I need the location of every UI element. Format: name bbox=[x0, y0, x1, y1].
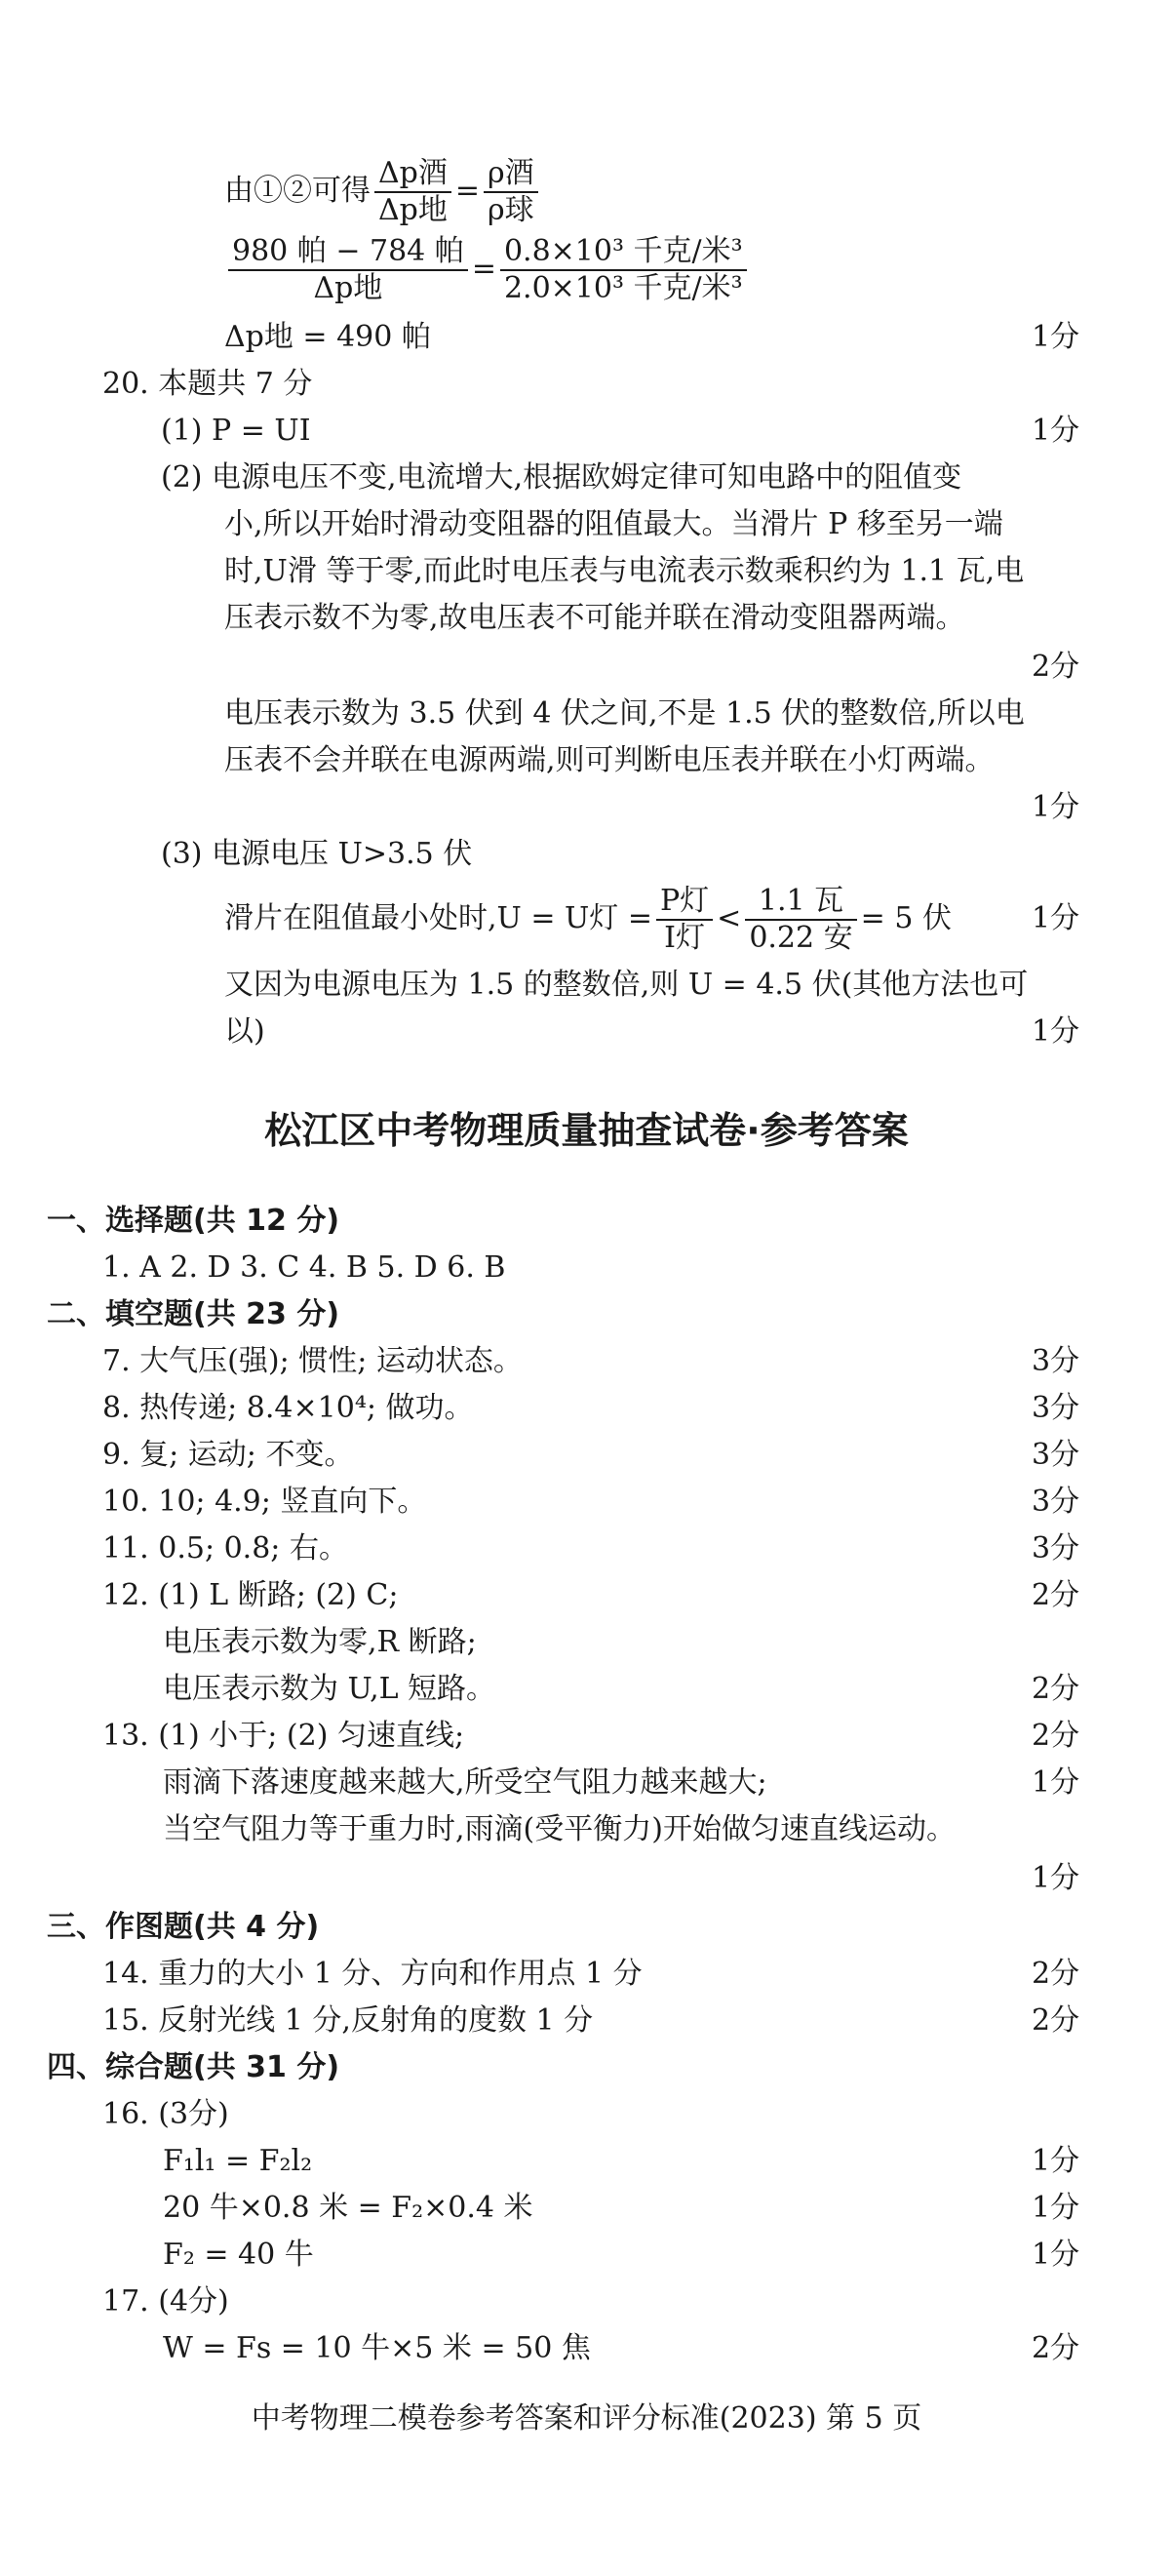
q16-line3: F₂ = 40 牛 bbox=[163, 2238, 314, 2272]
section-choice-answers: 1. A 2. D 3. C 4. B 5. D 6. B bbox=[102, 1250, 506, 1285]
q19-ratio-num: Δp酒 bbox=[374, 156, 451, 193]
q20-part3-formula bbox=[224, 884, 952, 956]
q20-part3-f2-den: 0.22 安 bbox=[749, 921, 853, 955]
q11-answer: 11. 0.5; 0.8; 右。 bbox=[102, 1531, 348, 1565]
q15-score: 2分 bbox=[1032, 2003, 1080, 2038]
section-choice-heading: 一、选择题(共 12 分) bbox=[47, 1204, 340, 1238]
q13-answer-line3: 当空气阻力等于重力时,雨滴(受平衡力)开始做匀速直线运动。 bbox=[163, 1812, 956, 1846]
q12-score-b: 2分 bbox=[1032, 1672, 1080, 1706]
q20-part2-score-b: 1分 bbox=[1032, 790, 1080, 824]
q19-ratio-rden: ρ球 bbox=[488, 193, 534, 227]
page-title: 松江区中考物理质量抽查试卷·参考答案 bbox=[264, 1109, 909, 1152]
q19-sub-den: Δp地 bbox=[313, 271, 383, 305]
page-footer: 中考物理二模卷参考答案和评分标准(2023) 第 5 页 bbox=[251, 2401, 922, 2436]
q14-answer: 14. 重力的大小 1 分、方向和作用点 1 分 bbox=[102, 1957, 643, 1991]
q19-substitution-line bbox=[224, 234, 751, 306]
q11-score: 3分 bbox=[1032, 1531, 1080, 1565]
q20-part3-f1-num: P灯 bbox=[656, 884, 713, 921]
q9-score: 3分 bbox=[1032, 1438, 1080, 1472]
q17-line1: W = Fs = 10 牛×5 米 = 50 焦 bbox=[163, 2331, 591, 2365]
q19-ratio-fraction-left bbox=[374, 156, 451, 228]
q20-part2-line5: 电压表示数为 3.5 伏到 4 伏之间,不是 1.5 伏的整数倍,所以电 bbox=[224, 696, 1025, 731]
q16-line1: F₁l₁ = F₂l₂ bbox=[163, 2144, 313, 2178]
q19-sub-rnum: 0.8×10³ 千克/米³ bbox=[500, 234, 747, 271]
q13-score-c: 1分 bbox=[1032, 1861, 1080, 1895]
q16-line2: 20 牛×0.8 米 = F₂×0.4 米 bbox=[163, 2191, 533, 2225]
q19-ratio-den: Δp地 bbox=[378, 193, 448, 227]
q20-part3-f1-den: I灯 bbox=[664, 921, 705, 955]
q19-sub-fraction-left bbox=[228, 234, 468, 306]
q10-score: 3分 bbox=[1032, 1485, 1080, 1519]
q17-heading: 17. (4分) bbox=[102, 2284, 229, 2318]
q13-score-b: 1分 bbox=[1032, 1765, 1080, 1800]
section-comprehensive-heading: 四、综合题(共 31 分) bbox=[47, 2050, 340, 2084]
q16-score-a: 1分 bbox=[1032, 2144, 1080, 2178]
q17-score: 2分 bbox=[1032, 2331, 1080, 2365]
q12-answer-line1: 12. (1) L 断路; (2) C; bbox=[102, 1578, 399, 1612]
q19-sub-rden: 2.0×10³ 千克/米³ bbox=[503, 271, 743, 305]
section-fill-heading: 二、填空题(共 23 分) bbox=[47, 1297, 340, 1331]
q20-part3-fraction-1 bbox=[656, 884, 713, 956]
q20-part2-line4: 压表示数不为零,故电压表不可能并联在滑动变阻器两端。 bbox=[224, 601, 965, 635]
q20-part2-score-a: 2分 bbox=[1032, 650, 1080, 684]
q20-part1-score: 1分 bbox=[1032, 414, 1080, 448]
q19-ratio-line bbox=[224, 156, 542, 228]
q20-part3-f2-num: 1.1 瓦 bbox=[745, 884, 856, 921]
q12-answer-line2: 电压表示数为零,R 断路; bbox=[163, 1625, 477, 1659]
q19-result-line: Δp地 = 490 帕 bbox=[224, 320, 431, 354]
q13-answer-line2: 雨滴下落速度越来越大,所受空气阻力越来越大; bbox=[163, 1765, 767, 1800]
q8-score: 3分 bbox=[1032, 1391, 1080, 1425]
q20-part3-fraction-2 bbox=[745, 884, 856, 956]
q19-sub-eq: = bbox=[471, 252, 496, 286]
q9-answer: 9. 复; 运动; 不变。 bbox=[102, 1438, 354, 1472]
q20-part2-line6: 压表不会并联在电源两端,则可判断电压表并联在小灯两端。 bbox=[224, 743, 995, 777]
q20-part3-line3: 又因为电源电压为 1.5 的整数倍,则 U = 4.5 伏(其他方法也可 bbox=[224, 968, 1029, 1002]
q16-score-c: 1分 bbox=[1032, 2238, 1080, 2272]
q16-score-b: 1分 bbox=[1032, 2191, 1080, 2225]
q20-part2-line3: 时,U滑 等于零,而此时电压表与电流表示数乘积约为 1.1 瓦,电 bbox=[224, 554, 1025, 588]
q20-part2-line2: 小,所以开始时滑动变阻器的阻值最大。当滑片 P 移至另一端 bbox=[224, 507, 1003, 541]
q19-sub-fraction-right bbox=[500, 234, 747, 306]
q7-answer: 7. 大气压(强); 惯性; 运动状态。 bbox=[102, 1344, 523, 1378]
q20-part3-score-b: 1分 bbox=[1032, 1014, 1080, 1049]
q7-score: 3分 bbox=[1032, 1344, 1080, 1378]
q19-ratio-prefix: 由①②可得 bbox=[224, 174, 371, 208]
q10-answer: 10. 10; 4.9; 竖直向下。 bbox=[102, 1485, 427, 1519]
q19-result-score: 1分 bbox=[1032, 320, 1080, 354]
q8-answer: 8. 热传递; 8.4×10⁴; 做功。 bbox=[102, 1391, 474, 1425]
q20-part3-score-a: 1分 bbox=[1032, 901, 1080, 935]
q20-part3-lt: < bbox=[717, 901, 742, 935]
section-drawing-heading: 三、作图题(共 4 分) bbox=[47, 1910, 320, 1944]
q16-heading: 16. (3分) bbox=[102, 2097, 229, 2131]
q20-part1: (1) P = UI bbox=[161, 414, 311, 448]
q13-score-a: 2分 bbox=[1032, 1719, 1080, 1753]
q19-sub-num: 980 帕 − 784 帕 bbox=[228, 234, 468, 271]
q12-score-a: 2分 bbox=[1032, 1578, 1080, 1612]
q19-ratio-eq: = bbox=[454, 174, 481, 208]
q19-ratio-fraction-right bbox=[484, 156, 538, 228]
q20-heading: 20. 本题共 7 分 bbox=[102, 367, 313, 401]
q19-ratio-rnum: ρ酒 bbox=[484, 156, 538, 193]
q15-answer: 15. 反射光线 1 分,反射角的度数 1 分 bbox=[102, 2003, 594, 2038]
q13-answer-line1: 13. (1) 小于; (2) 匀速直线; bbox=[102, 1719, 465, 1753]
q20-part3-line1: (3) 电源电压 U>3.5 伏 bbox=[161, 837, 473, 871]
q12-answer-line3: 电压表示数为 U,L 短路。 bbox=[163, 1672, 496, 1706]
q20-part3-formula-prefix: 滑片在阻值最小处时,U = U灯 = bbox=[224, 901, 652, 935]
q20-part2-line1: (2) 电源电压不变,电流增大,根据欧姆定律可知电路中的阻值变 bbox=[161, 460, 962, 495]
q20-part3-formula-suffix: = 5 伏 bbox=[860, 901, 952, 935]
q14-score: 2分 bbox=[1032, 1957, 1080, 1991]
q20-part3-line4: 以) bbox=[224, 1014, 265, 1049]
